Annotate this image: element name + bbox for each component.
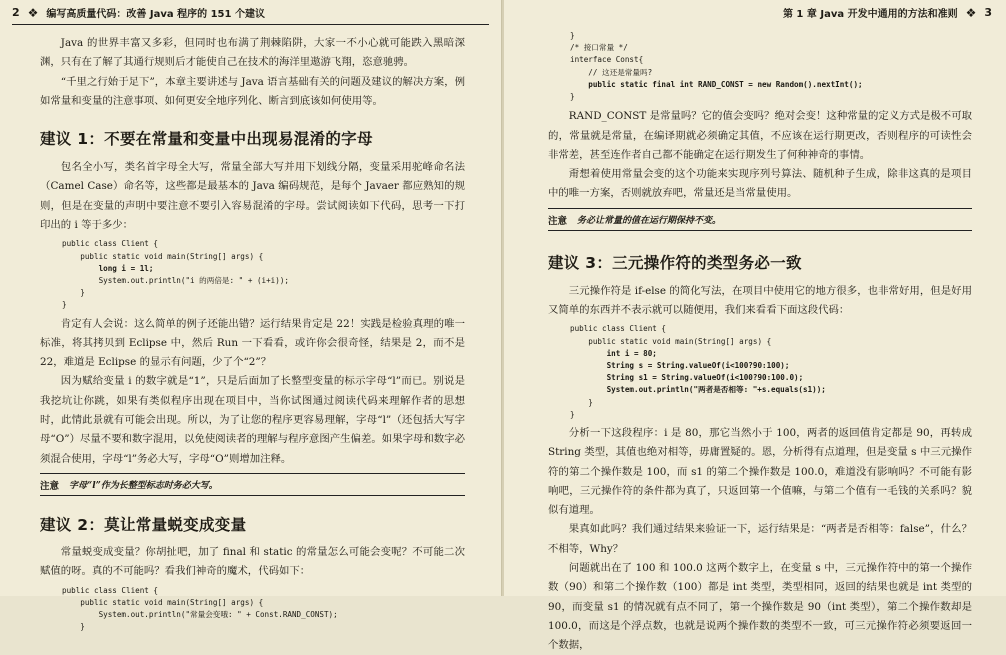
code-line: public class Client { (62, 585, 159, 595)
ornament-icon: ❖ (27, 5, 39, 20)
paragraph: 问题就出在了 100 和 100.0 这两个数字上，在变量 s 中，三元操作符中的第一个操作数（90）和第二个操作数（100）都是 int 类型，类型相同，返回的结果也就是 int 类型的 90，而变量 s1 的情况就有点不同了，第一个操作数是 90（int 类型），第二个操作数却是 100.0，而这是个浮点数，也就是说两个操作数的类型不一致，可三元操作符必须要返回一个数据， (548, 562, 972, 652)
code-line: public static void main(String[] args) { (570, 336, 772, 346)
code-line: } (62, 622, 85, 632)
paragraph: 甭想着使用常量会变的这个功能来实现序列号算法、随机种子生成，除非这真的是项目中的唯一方案，否则就放弃吧，常量还是当常量使用。 (548, 168, 972, 200)
page-number: 3 (984, 6, 992, 19)
paragraph: 因为赋给变量 i 的数字就是“1”，只是后面加了长整型变量的标示字母“l”而已。别说是我挖坑让你跳，如果有类似程序出现在项目中，当你试图通过阅读代码来理解作者的思想时，此情此景就有可能会出现。所以，为了让您的程序更容易理解，字母“l”（还包括大写字母“O”）尽量不要和数字混用，以免使阅读者的理解与程序意图产生偏差。如果字母和数字必须混合使用，字母“l”务必大写，字母“O”则增加注释。 (40, 375, 465, 465)
code-block (570, 30, 972, 103)
code-line: /* 接口常量 */ (570, 43, 628, 53)
paragraph: RAND_CONST 是常量吗？它的值会变吗？绝对会变！这种常量的定义方式是极不可取的，常量就是常量，在编译期就必须确定其值，不应该在运行期更改，否则程序的可读性会非常差，甚至连作者自己都不能确定在运行期发生了何种神奇的事情。 (548, 110, 972, 161)
paragraph: 分析一下这段程序：i 是 80，那它当然小于 100，两者的返回值肯定都是 90，再转成 String 类型，其值也绝对相等，毋庸置疑的。恩，分析得有点道理，但是变量 s 中三元操作符的第二个操作数是 100，而 s1 的第二个操作数是 100.0，难道没有影响吗？不可能有影响吧，三元操作符的条件都为真了，只返回第一个值嘛，与第二个值有一毛钱的关系吗？貌似有道理。 (548, 426, 972, 517)
paragraph: 肯定有人会说：这么简单的例子还能出错？运行结果肯定是 22！实践是检验真理的唯一标准，将其拷贝到 Eclipse 中，然后 Run 一下看看，或许你会很奇怪，结果是 2，而不是 22，难道是 Eclipse 的显示有问题，少了个“2”？ (40, 317, 465, 369)
paragraph: 包名全小写，类名首字母全大写，常量全部大写并用下划线分隔，变量采用驼峰命名法（Camel Case）命名等，这些都是最基本的 Java 编码规范，是每个 Javaer 都应熟知的规则，但是在变量的声明中要注意不要引入容易混淆的字母。尝试阅读如下代码，思考一下打印出的 i 等于多少： (40, 161, 465, 232)
section-title-2: 建议 2：莫让常量蜕变成变量 (40, 515, 247, 534)
code-line: long i = 1l; (62, 263, 154, 273)
paragraph: 果真如此吗？我们通过结果来验证一下，运行结果是：“两者是否相等：false”，什么？不相等，Why？ (548, 523, 972, 555)
paragraph: 常量蜕变成变量？你胡扯吧，加了 final 和 static 的常量怎么可能会变呢？不可能二次赋值的呀。真的不可能吗？看我们神奇的魔术，代码如下： (40, 545, 465, 578)
code-line: int i = 80; (570, 348, 657, 358)
note-text: 字母“l”作为长整型标志时务必大写。 (69, 480, 218, 491)
code-line: System.out.println("i 的两倍是: " + (i+i)); (62, 275, 289, 285)
chapter-title: 第 1 章 Java 开发中通用的方法和准则 (782, 9, 958, 20)
code-line: public static final int RAND_CONST = new Random().nextInt(); (570, 79, 863, 89)
code-line: public static void main(String[] args) { (62, 597, 264, 607)
code-line: public class Client { (62, 239, 159, 249)
code-line: } (62, 288, 85, 298)
code-line: interface Const{ (570, 55, 644, 65)
left-content (40, 34, 465, 633)
code-line: } (570, 397, 593, 407)
code-line: public static void main(String[] args) { (62, 251, 264, 261)
page-number: 2 (12, 6, 20, 19)
code-block (570, 323, 972, 421)
note-label: 注意 (40, 480, 60, 492)
code-line: String s = String.valueOf(i<100?90:100); (570, 360, 790, 370)
intro-paragraph: “千里之行始于足下”，本章主要讲述与 Java 语言基础有关的问题及建议的解决方案，例如常量和变量的注意事项、如何更安全地序列化、断言到底该如何使用等。 (40, 75, 465, 107)
code-line: System.out.println("常量会变哦: " + Const.RAND_CONST); (62, 609, 338, 619)
note-label: 注意 (548, 215, 568, 227)
left-page-header (12, 5, 265, 20)
right-content (548, 26, 972, 655)
code-line: } (570, 409, 575, 419)
paragraph: 三元操作符是 if-else 的简化写法，在项目中使用它的地方很多，也非常好用，但是好用又简单的东西并不表示就可以随便用，我们来看看下面这段代码： (548, 284, 972, 316)
code-block (62, 585, 465, 634)
code-line: public class Client { (570, 324, 667, 334)
right-page (504, 0, 1006, 652)
ornament-icon: ❖ (965, 5, 977, 20)
code-block (62, 238, 465, 311)
code-line: } (570, 31, 575, 40)
code-line: String s1 = String.valueOf(i<100?90:100.0); (570, 373, 804, 383)
code-line: } (62, 300, 67, 310)
note-box (548, 208, 972, 231)
code-line: } (570, 92, 575, 102)
header-rule (12, 24, 489, 25)
section-title-1: 建议 1：不要在常量和变量中出现易混淆的字母 (40, 130, 373, 149)
intro-paragraph: Java 的世界丰富又多彩，但同时也布满了荆棘陷阱，大家一不小心就可能跌入黑暗深渊，只有在了解了其通行规则后才能使自己在技术的海洋里遨游飞翔，恣意驰骋。 (40, 37, 465, 69)
code-line: System.out.println("两者是否相等: "+s.equals(s1)); (570, 385, 826, 395)
note-box (40, 473, 465, 496)
book-title: 编写高质量代码：改善 Java 程序的 151 个建议 (46, 9, 265, 20)
left-page (0, 0, 502, 632)
note-text: 务必让常量的值在运行期保持不变。 (577, 215, 722, 226)
section-title-3: 建议 3：三元操作符的类型务必一致 (548, 253, 802, 272)
code-line: // 这还是常量吗? (570, 67, 653, 77)
right-page-header (783, 5, 992, 20)
